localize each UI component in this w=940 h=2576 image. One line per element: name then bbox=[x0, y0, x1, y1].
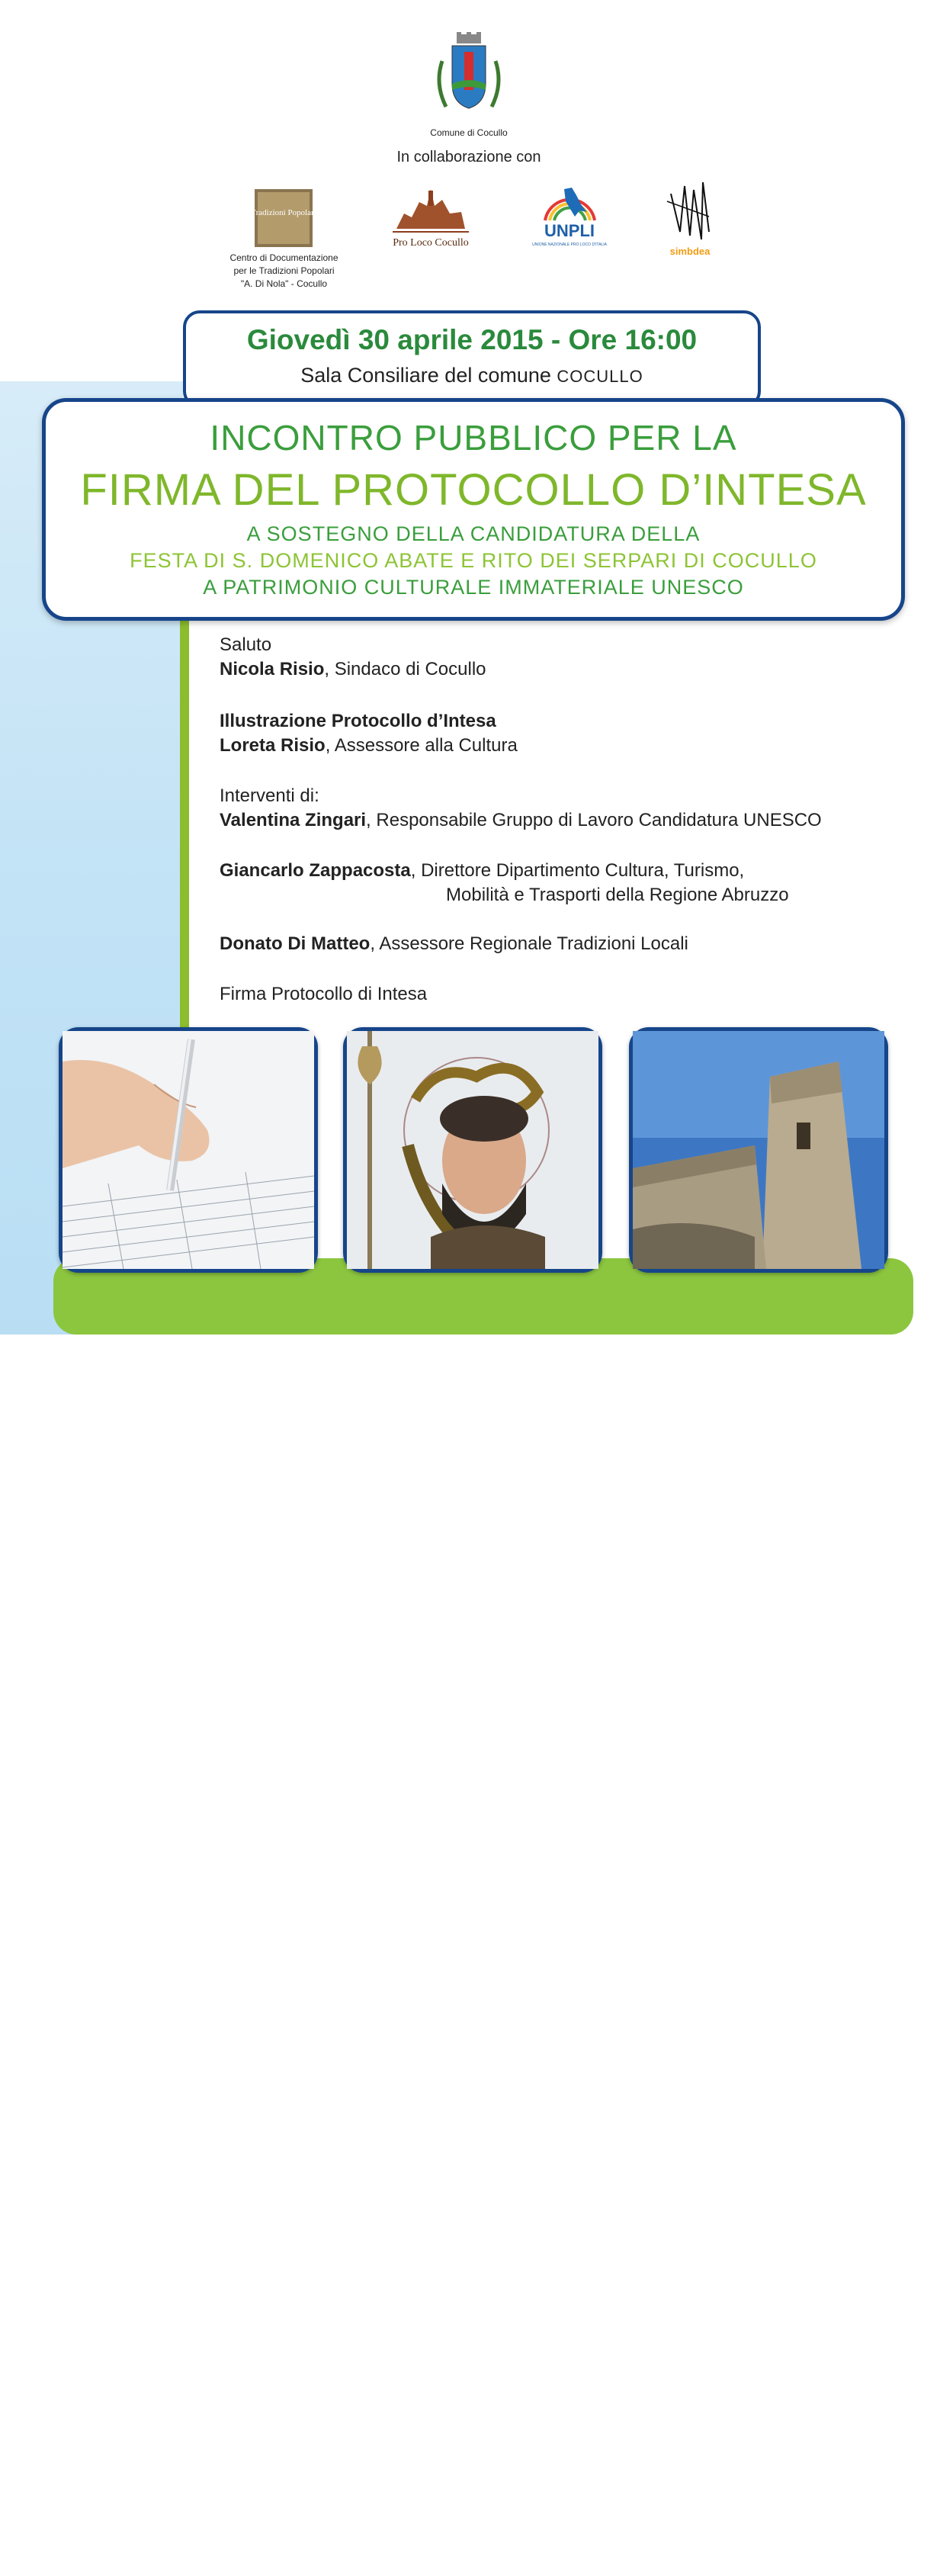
simbdea-logo bbox=[656, 171, 724, 259]
speaker-role: , Assessore alla Cultura bbox=[325, 735, 518, 756]
photo-signing-hand bbox=[59, 1027, 318, 1273]
tradizioni-logo-text: Tradizioni Popolari bbox=[251, 208, 316, 217]
program-illustrazione-speaker bbox=[220, 734, 518, 758]
subtitle-line-3: A PATRIMONIO CULTURALE IMMATERIALE UNESCO bbox=[203, 576, 744, 599]
program-saluto-speaker bbox=[220, 657, 486, 682]
program-speaker-2-role-continuation: Mobilità e Trasporti della Regione Abruzzo bbox=[446, 885, 789, 905]
tradizioni-caption-line: "A. Di Nola" - Cocullo bbox=[240, 278, 328, 289]
title-line-2: FIRMA DEL PROTOCOLLO D’INTESA bbox=[80, 465, 867, 515]
program-saluto-label: Saluto bbox=[220, 634, 272, 655]
speaker-name: Valentina Zingari bbox=[220, 810, 367, 830]
title-box bbox=[42, 398, 905, 621]
program-speaker-1 bbox=[220, 808, 822, 833]
program-interventi-label: Interventi di: bbox=[220, 785, 319, 806]
speaker-role: , Responsabile Gruppo di Lavoro Candidatura UNESCO bbox=[366, 810, 822, 830]
speaker-name: Loreta Risio bbox=[220, 735, 326, 756]
venue-town: COCULLO bbox=[557, 367, 643, 386]
speaker-role: , Assessore Regionale Tradizioni Locali bbox=[370, 933, 688, 954]
speaker-name: Giancarlo Zappacosta bbox=[220, 860, 411, 881]
comune-crest-logo bbox=[431, 31, 507, 122]
speaker-role: , Direttore Dipartimento Cultura, Turismo, bbox=[410, 860, 745, 881]
pro-loco-logo bbox=[389, 183, 473, 255]
unpli-logo-text: UNPLI bbox=[544, 221, 595, 240]
photo-san-domenico-statue bbox=[343, 1027, 602, 1273]
event-date-time: Giovedì 30 aprile 2015 - Ore 16:00 bbox=[246, 324, 698, 355]
unpli-logo bbox=[534, 178, 606, 255]
speaker-name: Donato Di Matteo bbox=[220, 933, 371, 954]
subtitle-line-2: FESTA DI S. DOMENICO ABATE E RITO DEI SERPARI DI COCULLO bbox=[130, 549, 817, 572]
program-illustrazione-label bbox=[220, 709, 496, 734]
event-date-box bbox=[183, 310, 761, 408]
program-green-bar bbox=[180, 610, 189, 1037]
photo-cocullo-tower bbox=[629, 1027, 888, 1273]
simbdea-logo-text: simbdea bbox=[669, 246, 711, 257]
program-speaker-2 bbox=[220, 859, 744, 883]
tradizioni-caption bbox=[221, 252, 347, 291]
pro-loco-logo-text: Pro Loco Cocullo bbox=[393, 237, 469, 249]
speaker-name: Nicola Risio bbox=[220, 659, 325, 679]
speaker-role: , Sindaco di Cocullo bbox=[324, 659, 486, 679]
program-closing: Firma Protocollo di Intesa bbox=[220, 984, 428, 1004]
event-venue bbox=[186, 364, 758, 387]
comune-label: Comune di Cocullo bbox=[430, 127, 508, 138]
tradizioni-caption-line: per le Tradizioni Popolari bbox=[233, 265, 335, 276]
subtitle-line-1: A SOSTEGNO DELLA CANDIDATURA DELLA bbox=[246, 522, 701, 545]
tradizioni-popolari-logo bbox=[251, 189, 316, 247]
title-line-1: INCONTRO PUBBLICO PER LA bbox=[210, 418, 737, 458]
illustrazione-label-text: Illustrazione Protocollo d’Intesa bbox=[220, 711, 496, 731]
program-speaker-3 bbox=[220, 932, 688, 956]
tradizioni-caption-line: Centro di Documentazione bbox=[229, 252, 338, 263]
collaboration-label: In collaborazione con bbox=[396, 149, 541, 165]
unpli-logo-subtext: UNIONE NAZIONALE PRO LOCO D'ITALIA bbox=[532, 243, 607, 247]
invito-label: Invito bbox=[782, 2539, 868, 2575]
venue-prefix: Sala Consiliare del comune bbox=[300, 364, 557, 387]
